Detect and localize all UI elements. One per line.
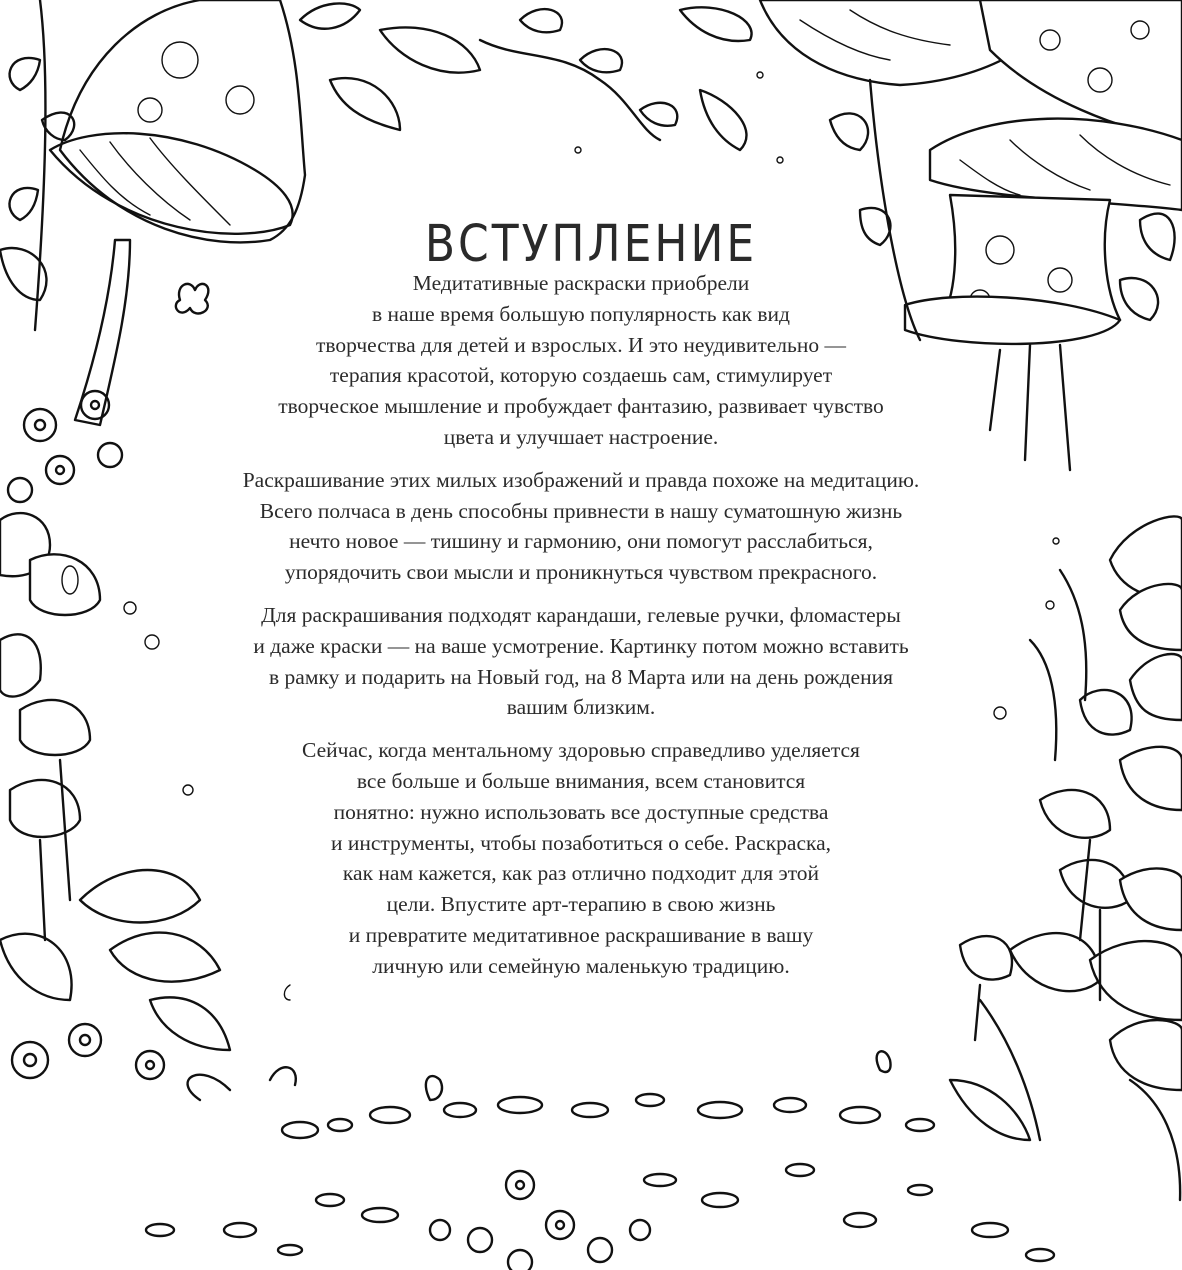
pebble-icon <box>146 1094 1054 1261</box>
paragraph-4 <box>160 735 1002 981</box>
text-line: терапия красотой, которую создаешь сам, стимулирует <box>329 363 833 388</box>
text-line: Для раскрашивания подходят карандаши, гелевые ручки, фломастеры <box>261 602 901 627</box>
leaf-icon <box>188 1051 891 1100</box>
leaf-icon <box>480 7 783 163</box>
text-line: в рамку и подарить на Новый год, на 8 Марта или на день рождения <box>269 664 893 689</box>
text-line: упорядочить свои мысли и проникнуться чувством прекрасного. <box>284 560 878 585</box>
text-line: Медитативные раскраски приобрели <box>412 271 750 295</box>
text-line: и даже краски — на ваше усмотрение. Картинку потом можно вставить <box>253 633 909 658</box>
paragraph-1 <box>160 268 1002 453</box>
text-line: творческое мышление и пробуждает фантазию, развивает чувство <box>278 394 884 419</box>
text-line: как нам кажется, как раз отлично подходит для этой <box>342 861 820 886</box>
text-line: в наше время большую популярность как вид <box>372 301 790 326</box>
paragraph-3 <box>160 600 1002 723</box>
text-line: личную или семейную маленькую традицию. <box>372 953 790 978</box>
text-line: Сейчас, когда ментальному здоровью справедливо уделяется <box>302 738 860 763</box>
flower-icon <box>430 1171 650 1270</box>
text-line: и превратите медитативное раскрашивание в вашу <box>348 922 814 947</box>
paragraph-2 <box>160 465 1002 588</box>
text-line: нечто новое — тишину и гармонию, они помогут расслабиться, <box>289 529 873 554</box>
text-line: цвета и улучшает настроение. <box>443 424 719 449</box>
text-line: вашим близким. <box>506 695 656 720</box>
intro-text <box>160 268 1002 994</box>
text-line: творчества для детей и взрослых. И это неудивительно — <box>316 332 846 357</box>
text-line: все больше и больше внимания, всем становится <box>356 768 806 793</box>
text-line: Всего полчаса в день способны привнести в нашу суматошную жизнь <box>259 498 903 523</box>
text-line: Раскрашивание этих милых изображений и правда похоже на медитацию. <box>242 467 920 492</box>
text-line: цели. Впустите арт-терапию в свою жизнь <box>386 892 776 917</box>
text-line: понятно: нужно использовать все доступные средства <box>333 799 829 824</box>
text-line: и инструменты, чтобы позаботиться о себе. Раскраска, <box>330 830 832 855</box>
page-title: ВСТУПЛЕНИЕ <box>424 215 758 275</box>
